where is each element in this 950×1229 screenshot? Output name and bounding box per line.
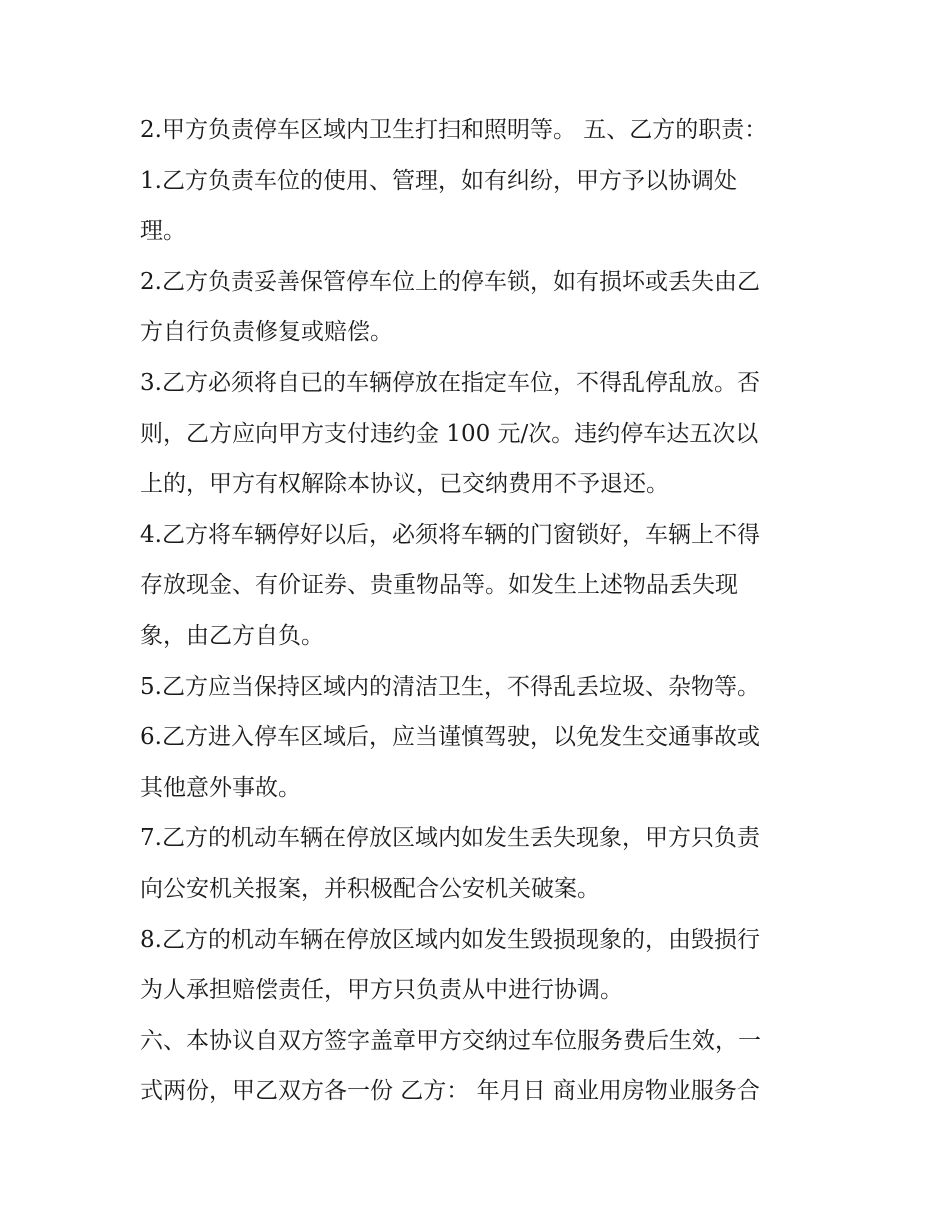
- text-line: 其他意外事故。: [140, 774, 301, 801]
- text-line: 向公安机关报案，并积极配合公安机关破案。: [140, 875, 600, 902]
- text-line: 则，乙方应向甲方支付违约金 100 元/次。违约停车达五次以: [140, 420, 759, 447]
- text-line: 六、本协议自双方签字盖章甲方交纳过车位服务费后生效，一: [140, 1027, 761, 1054]
- text-line: 方自行负责修复或赔偿。: [140, 319, 393, 346]
- text-line: 理。: [140, 218, 186, 245]
- text-line: 6.乙方进入停车区域后，应当谨慎驾驶，以免发生交通事故或: [140, 724, 760, 751]
- text-line: 2.乙方负责妥善保管停车位上的停车锁，如有损坏或丢失由乙: [140, 268, 760, 295]
- text-line: 5.乙方应当保持区域内的清洁卫生，不得乱丢垃圾、杂物等。: [140, 673, 760, 700]
- text-line: 为人承担赔偿责任，甲方只负责从中进行协调。: [140, 977, 623, 1004]
- document-body: [140, 105, 820, 1117]
- text-line: 2.甲方负责停车区域内卫生打扫和照明等。 五、乙方的职责：: [140, 117, 768, 143]
- text-line: 4.乙方将车辆停好以后，必须将车辆的门窗锁好，车辆上不得: [140, 521, 760, 548]
- text-line: 3.乙方必须将自已的车辆停放在指定车位，不得乱停乱放。否: [140, 369, 760, 396]
- text-line: 存放现金、有价证券、贵重物品等。如发生上述物品丢失现: [140, 572, 738, 599]
- text-line: 7.乙方的机动车辆在停放区域内如发生丢失现象，甲方只负责: [140, 825, 760, 852]
- text-line: 8.乙方的机动车辆在停放区域内如发生毁损现象的，由毁损行: [140, 926, 760, 953]
- text-line: 式两份，甲乙双方各一份 乙方： 年月日 商业用房物业服务合: [140, 1078, 760, 1105]
- text-line: 象，由乙方自负。: [140, 622, 324, 649]
- text-line: 上的，甲方有权解除本协议，已交纳费用不予退还。: [140, 471, 669, 498]
- text-line: 1.乙方负责车位的使用、管理，如有纠纷，甲方予以协调处: [140, 167, 737, 194]
